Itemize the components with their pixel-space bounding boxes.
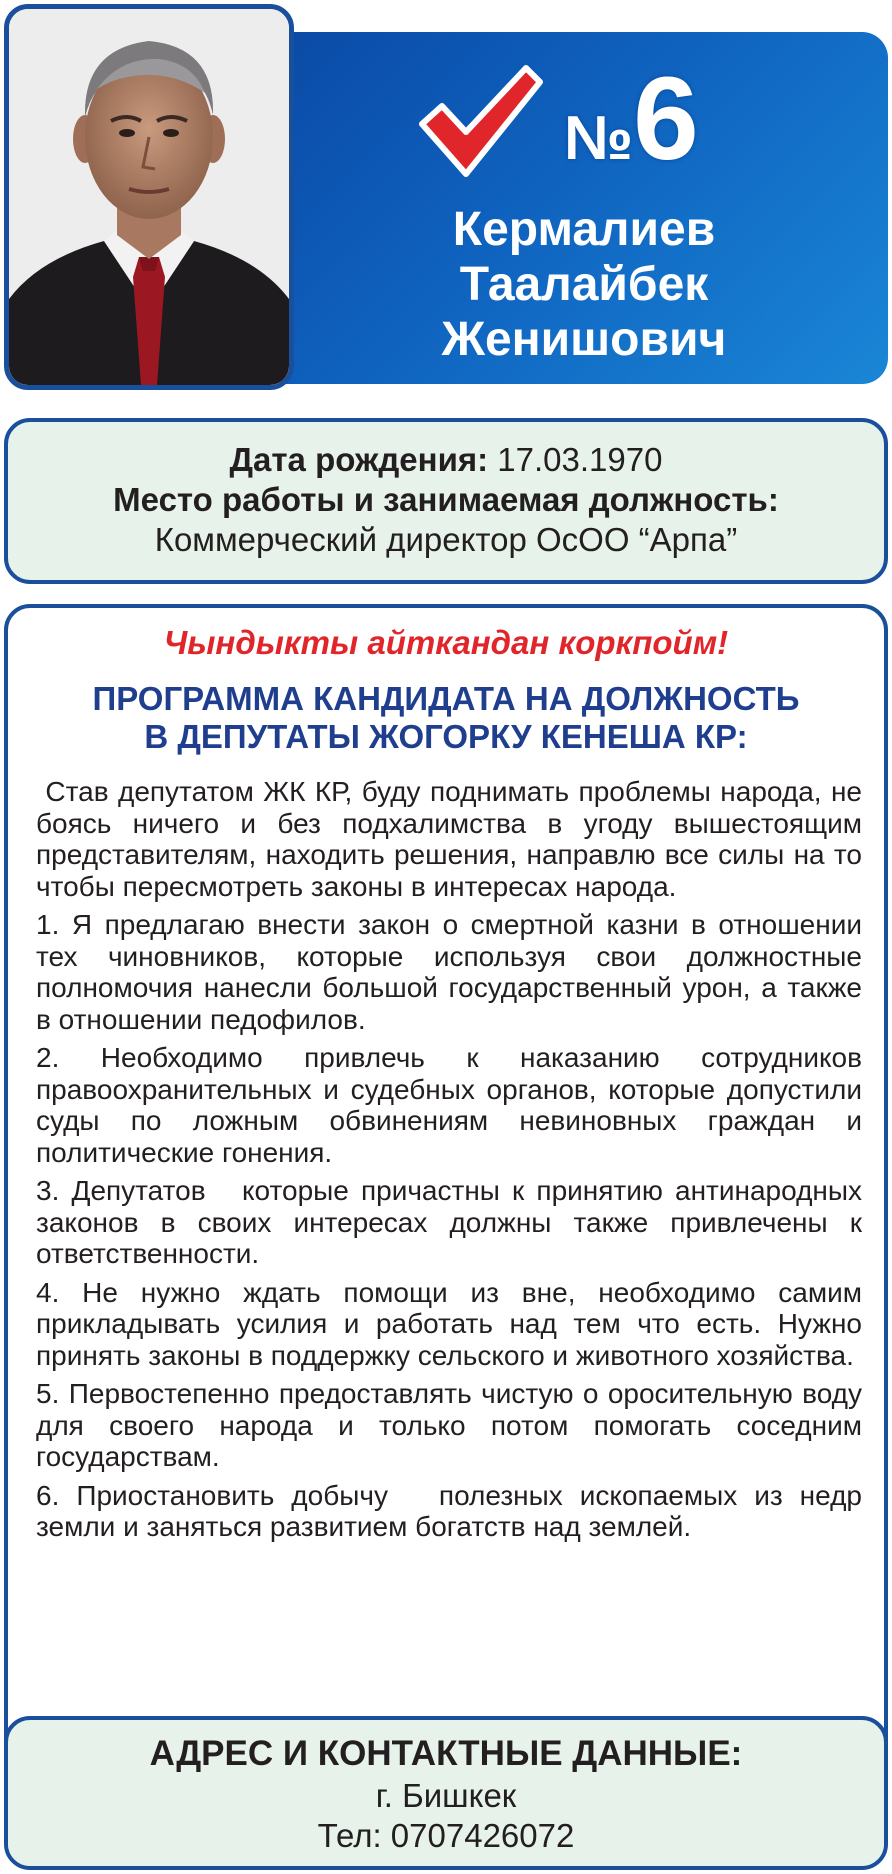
- personal-info-box: [4, 418, 888, 584]
- candidate-photo: [4, 4, 294, 390]
- work-label: Место работы и занимаемая должность:: [113, 481, 779, 518]
- surname: Кермалиев: [452, 203, 716, 256]
- checkmark-icon: [414, 62, 544, 182]
- contacts-title: АДРЕС И КОНТАКТНЫЕ ДАННЫЕ:: [149, 1734, 743, 1773]
- candidate-name: [294, 202, 874, 367]
- number-value: 6: [633, 53, 699, 185]
- program-box: [4, 604, 888, 1870]
- program-title-line: ПРОГРАММА КАНДИДАТА НА ДОЛЖНОСТЬ: [92, 680, 800, 717]
- program-text: [36, 776, 870, 1550]
- program-point-3: 3. Депутатов которые причастны к принятию антинародных законов в своих интересах должны также привлечены к ответственности.: [36, 1175, 870, 1269]
- given-name: Таалайбек: [459, 258, 709, 311]
- program-title: [8, 680, 884, 756]
- program-point-4: 4. Не нужно ждать помощи из вне, необходимо самим прикладывать усилия и работать над тем что есть. Нужно принять законы в поддержку сельского и животного хозяйства.: [36, 1276, 862, 1371]
- program-point-2: 2. Необходимо привлечь к наказанию сотрудников правоохранительных и судебных органов, которые допустили суды по ложным обвинениям невиновных граждан и политические гонения.: [36, 1042, 862, 1168]
- birth-date-label: Дата рождения:: [229, 441, 489, 478]
- birth-date-line: [8, 440, 884, 480]
- candidate-number: [564, 53, 699, 185]
- birth-date-value: 17.03.1970: [497, 441, 663, 478]
- number-sign: №: [564, 104, 634, 173]
- portrait-illustration: [9, 9, 289, 385]
- slogan: Чындыкты айткандан коркпойм!: [163, 624, 729, 661]
- program-title-line: В ДЕПУТАТЫ ЖОГОРКУ КЕНЕША КР:: [144, 718, 748, 755]
- contacts-city: г. Бишкек: [375, 1777, 517, 1814]
- number-banner: [274, 32, 888, 384]
- program-point-5: 5. Первостепенно предоставлять чистую о оросительную воду для своего народа и только потом помогать соседним государствам.: [36, 1378, 862, 1472]
- work-value: Коммерческий директор ОсОО “Арпа”: [154, 521, 738, 558]
- program-point-1: 1. Я предлагаю внести закон о смертной казни в отношении тех чиновников, которые используя свои должностные полномочия нанесли большой государственный урон, а также в отношении педофилов.: [36, 909, 862, 1035]
- program-point-6: 6. Приостановить добычу полезных ископаемых из недр земли и заняться развитием богатств над землей.: [36, 1479, 870, 1542]
- contacts-box: [4, 1716, 888, 1870]
- contacts-phone: Тел: 0707426072: [317, 1817, 575, 1854]
- program-intro: Став депутатом ЖК КР, буду поднимать проблемы народа, не боясь ничего и без подхалимства в угоду вышестоящим представителям, находить решения, направлю все силы на то чтобы пересмотреть законы в интересах народа.: [36, 776, 870, 902]
- candidate-header: [4, 4, 888, 394]
- patronymic: Женишович: [441, 313, 727, 366]
